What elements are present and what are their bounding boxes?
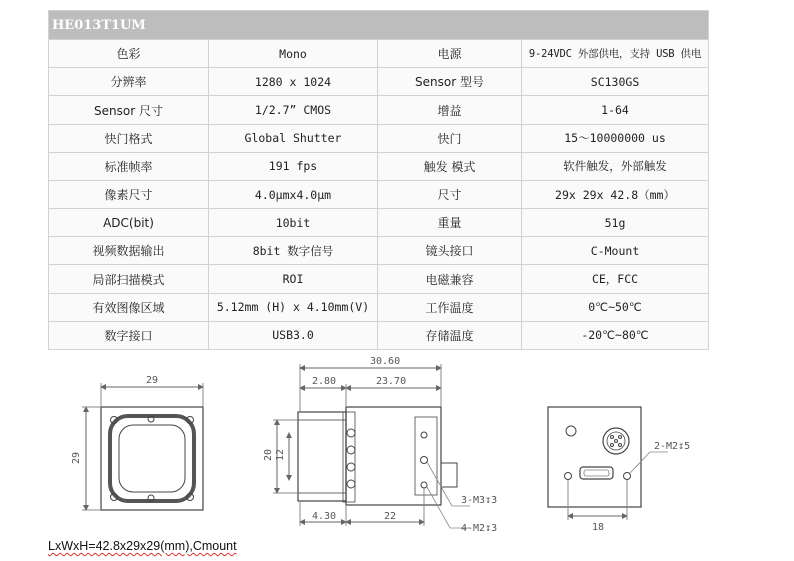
spec-value: 15～10000000 us <box>522 124 709 152</box>
dimension-footer <box>48 539 237 553</box>
spec-value: 51g <box>522 209 709 237</box>
side-bottom-length: 22 <box>384 511 397 522</box>
spec-row <box>49 265 709 293</box>
side-height-12: 12 <box>275 448 286 461</box>
spec-label: 电源 <box>378 40 522 68</box>
spec-label: 尺寸 <box>378 180 522 208</box>
spec-row <box>49 180 709 208</box>
spec-row <box>49 321 709 349</box>
front-width-label: 29 <box>146 375 159 386</box>
dimension-footer-text: LxWxH=42.8x29x29(mm),Cmount <box>48 539 237 553</box>
spec-label: Sensor 尺寸 <box>49 96 209 124</box>
model-title: HE013T1UM <box>49 11 709 40</box>
spec-row <box>49 124 709 152</box>
spec-label: 像素尺寸 <box>49 180 209 208</box>
spec-label: 标准帧率 <box>49 152 209 180</box>
spec-label: 视频数据输出 <box>49 237 209 265</box>
spec-value: 29x 29x 42.8（mm） <box>522 180 709 208</box>
spec-value: USB3.0 <box>209 321 378 349</box>
spec-label: 增益 <box>378 96 522 124</box>
side-bottom-offset: 4.30 <box>312 511 337 522</box>
side-front-offset: 2.80 <box>312 376 337 387</box>
spec-row <box>49 152 709 180</box>
spec-label: 局部扫描模式 <box>49 265 209 293</box>
side-total-length: 30.60 <box>370 356 401 367</box>
spec-row <box>49 96 709 124</box>
spec-value: 0℃~50℃ <box>522 293 709 321</box>
spec-row <box>49 293 709 321</box>
spec-value: 1/2.7” CMOS <box>209 96 378 124</box>
spec-label: 色彩 <box>49 40 209 68</box>
side-body-length: 23.70 <box>376 376 407 387</box>
spec-value: ROI <box>209 265 378 293</box>
spec-value: Mono <box>209 40 378 68</box>
spec-value: 软件触发，外部触发 <box>522 152 709 180</box>
side-callout-m3: 3-M3↧3 <box>461 495 498 506</box>
side-height-20: 20 <box>263 448 274 461</box>
spec-label: 分辨率 <box>49 68 209 96</box>
spec-label: 触发 模式 <box>378 152 522 180</box>
spec-value: 10bit <box>209 209 378 237</box>
spec-value: 1-64 <box>522 96 709 124</box>
spec-value: C-Mount <box>522 237 709 265</box>
spec-value: CE，FCC <box>522 265 709 293</box>
spec-label: 快门格式 <box>49 124 209 152</box>
back-width-label: 18 <box>592 522 605 533</box>
spec-label: 工作温度 <box>378 293 522 321</box>
spec-value: 8bit 数字信号 <box>209 237 378 265</box>
spec-label: 快门 <box>378 124 522 152</box>
spec-value: 5.12mm (H) x 4.10mm(V) <box>209 293 378 321</box>
spec-value: 1280 x 1024 <box>209 68 378 96</box>
spec-label: 镜头接口 <box>378 237 522 265</box>
spec-label: ADC(bit) <box>49 209 209 237</box>
spec-value: -20℃~80℃ <box>522 321 709 349</box>
spec-row <box>49 237 709 265</box>
spec-label: 电磁兼容 <box>378 265 522 293</box>
spec-label: 有效图像区域 <box>49 293 209 321</box>
spec-row <box>49 40 709 68</box>
spec-row <box>49 209 709 237</box>
front-height-label: 29 <box>71 451 82 464</box>
front-view-drawing <box>82 383 203 510</box>
spec-value: 191 fps <box>209 152 378 180</box>
back-view-drawing <box>548 407 668 520</box>
spec-value: Global Shutter <box>209 124 378 152</box>
spec-value: 9-24VDC 外部供电，支持 USB 供电 <box>522 40 709 68</box>
back-callout-m2: 2-M2↧5 <box>654 441 691 452</box>
spec-label: 数字接口 <box>49 321 209 349</box>
spec-label: Sensor 型号 <box>378 68 522 96</box>
spec-value: SC130GS <box>522 68 709 96</box>
side-callout-m2: 4-M2↧3 <box>461 523 498 534</box>
side-view-drawing <box>273 364 470 528</box>
spec-label: 重量 <box>378 209 522 237</box>
spec-label: 存储温度 <box>378 321 522 349</box>
spec-value: 4.0μmx4.0μm <box>209 180 378 208</box>
spec-row <box>49 68 709 96</box>
mechanical-drawings <box>0 350 794 540</box>
spec-table <box>48 10 709 350</box>
